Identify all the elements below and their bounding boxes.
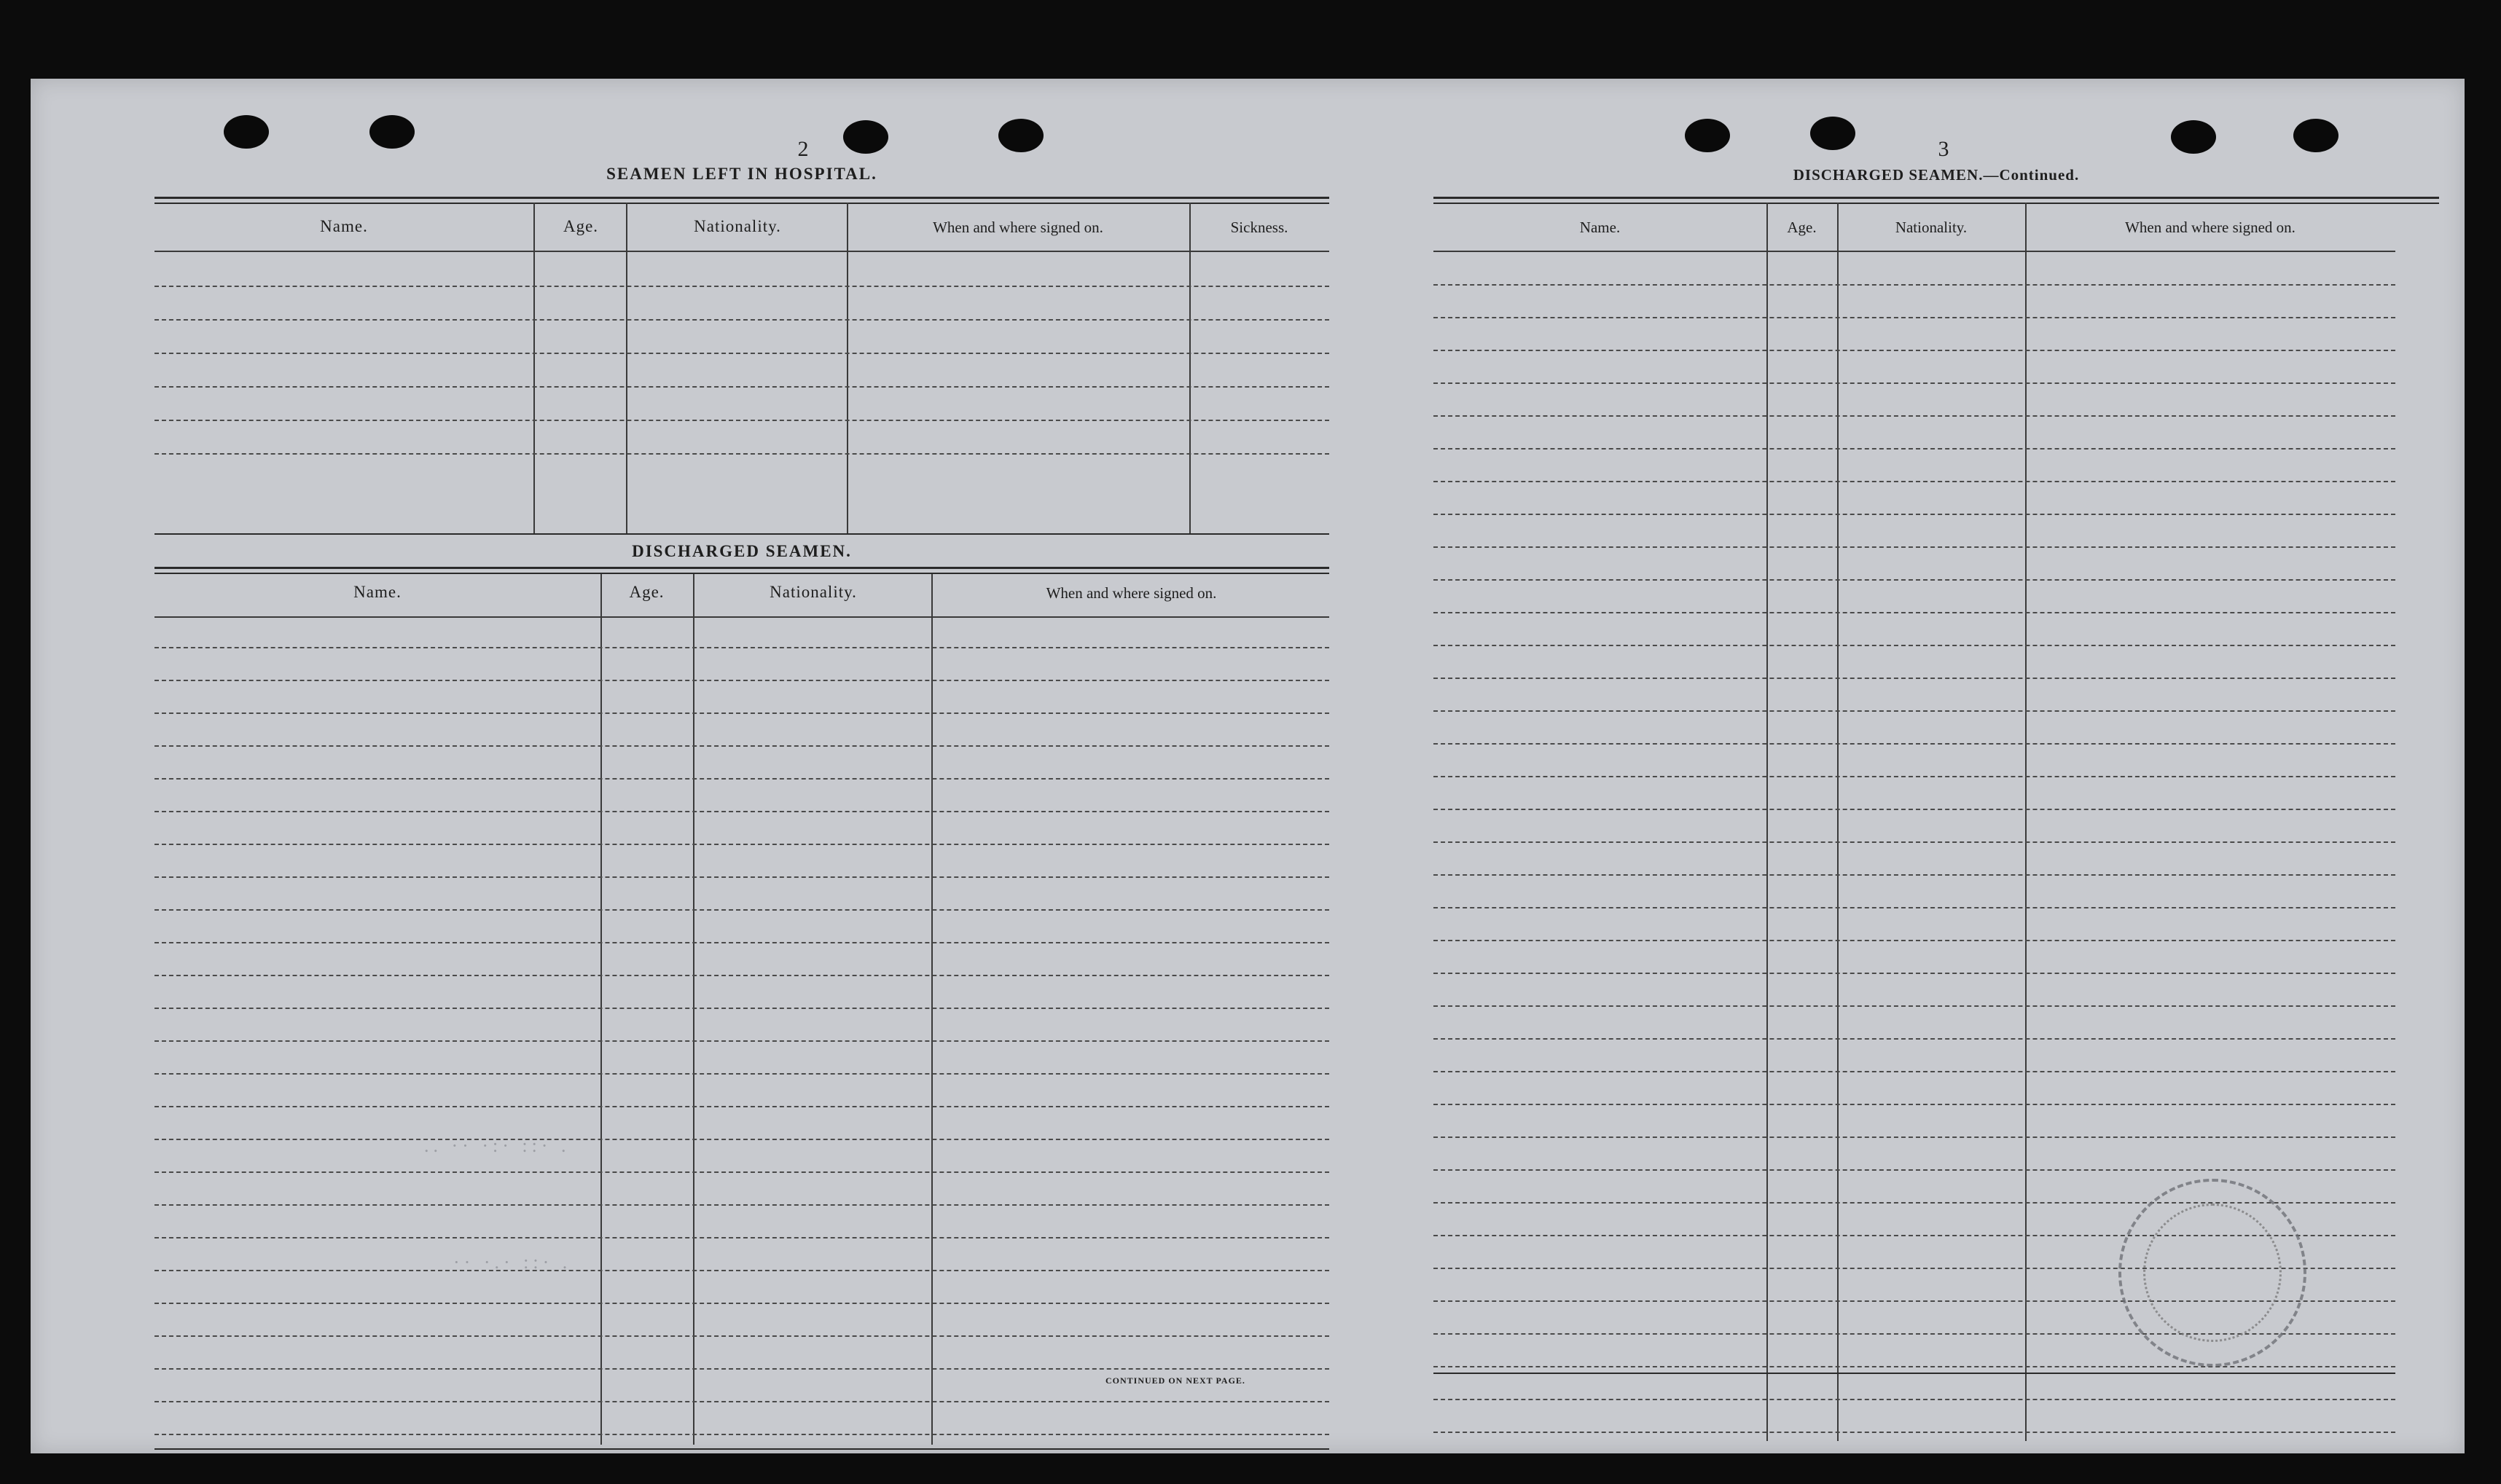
- column-divider: [1766, 203, 1768, 1441]
- header-underline: [154, 251, 1329, 252]
- entry-line: [1433, 776, 2395, 777]
- column-divider: [2025, 203, 2027, 1441]
- entry-line: [154, 680, 1329, 681]
- column-header-age: Age.: [563, 217, 599, 235]
- entry-line: [154, 1368, 1329, 1370]
- column-header-nationality: Nationality.: [1895, 219, 1968, 236]
- entry-line: [1433, 1104, 2395, 1105]
- punch-hole: [998, 119, 1044, 152]
- entry-line: [154, 745, 1329, 747]
- entry-line: [154, 1270, 1329, 1271]
- entry-line: [154, 1237, 1329, 1238]
- column-header-sickness: Sickness.: [1230, 219, 1288, 236]
- section-rule: [154, 533, 1329, 535]
- entry-line: [154, 1303, 1329, 1304]
- column-divider: [533, 203, 535, 533]
- entry-line: [1433, 1432, 2395, 1433]
- entry-line: [154, 453, 1329, 455]
- column-header-age: Age.: [1787, 219, 1817, 236]
- entry-line: [154, 909, 1329, 911]
- discharged-table: [154, 574, 1329, 1448]
- entry-line: [1433, 809, 2395, 810]
- column-divider: [1837, 203, 1839, 1441]
- entry-line: [154, 420, 1329, 421]
- entry-line: [154, 1171, 1329, 1173]
- entry-line: [1433, 1399, 2395, 1400]
- entry-line: [154, 811, 1329, 812]
- entry-line: [154, 1434, 1329, 1435]
- entry-line: [1433, 317, 2395, 318]
- column-header-name: Name.: [320, 217, 368, 235]
- punch-hole: [1685, 119, 1730, 152]
- entry-line: [154, 942, 1329, 943]
- bleed-through-marks: .. ·· ·:· ::· .: [424, 1135, 571, 1156]
- entry-line: [154, 1139, 1329, 1140]
- column-header-age: Age.: [629, 583, 665, 601]
- entry-line: [1433, 874, 2395, 876]
- entry-line: [1433, 743, 2395, 745]
- hospital-table: [154, 203, 1329, 533]
- entry-line: [154, 1040, 1329, 1042]
- entry-line: [154, 1106, 1329, 1107]
- entry-line: [154, 876, 1329, 878]
- entry-line: [1433, 1071, 2395, 1072]
- title-rule: [1433, 197, 2439, 199]
- bottom-rule: [1433, 1373, 2395, 1374]
- circular-stamp: [2118, 1179, 2306, 1367]
- bottom-rule: [154, 1448, 1329, 1450]
- header-underline: [154, 616, 1329, 618]
- continued-note: CONTINUED ON NEXT PAGE.: [1105, 1375, 1245, 1386]
- entry-line: [154, 286, 1329, 287]
- entry-line: [1433, 612, 2395, 613]
- entry-line: [1433, 1005, 2395, 1007]
- entry-line: [1433, 448, 2395, 449]
- entry-line: [154, 1401, 1329, 1402]
- scanned-document: [31, 79, 2465, 1453]
- entry-line: [154, 975, 1329, 976]
- hospital-section-title: SEAMEN LEFT IN HOSPITAL.: [606, 165, 877, 183]
- bleed-through-marks: ·· ·.· ::· .: [453, 1252, 572, 1273]
- entry-line: [154, 844, 1329, 845]
- punch-hole: [843, 120, 888, 154]
- entry-line: [154, 386, 1329, 388]
- punch-hole: [224, 115, 269, 149]
- entry-line: [1433, 1366, 2395, 1367]
- entry-line: [1433, 350, 2395, 351]
- entry-line: [1433, 645, 2395, 646]
- column-header-name: Name.: [353, 583, 402, 601]
- punch-hole: [2171, 120, 2216, 154]
- right-page: [1433, 79, 2439, 1453]
- entry-line: [1433, 382, 2395, 384]
- entry-line: [154, 1008, 1329, 1009]
- title-rule: [154, 197, 1329, 199]
- entry-line: [154, 712, 1329, 714]
- column-header-name: Name.: [1579, 219, 1621, 236]
- entry-line: [1433, 415, 2395, 417]
- entry-line: [1433, 841, 2395, 843]
- column-header-signed-on: When and where signed on.: [2125, 219, 2295, 236]
- column-divider: [600, 574, 602, 1445]
- entry-line: [1433, 973, 2395, 974]
- column-divider: [931, 574, 933, 1445]
- entry-line: [1433, 546, 2395, 548]
- entry-line: [1433, 940, 2395, 941]
- punch-hole: [369, 115, 415, 149]
- column-divider: [626, 203, 627, 533]
- entry-line: [1433, 1136, 2395, 1138]
- page-number: 3: [1938, 137, 1949, 161]
- entry-line: [1433, 1169, 2395, 1171]
- entry-line: [154, 1204, 1329, 1206]
- page-number: 2: [797, 137, 809, 161]
- entry-line: [154, 647, 1329, 648]
- entry-line: [1433, 678, 2395, 679]
- entry-line: [1433, 514, 2395, 515]
- entry-line: [1433, 481, 2395, 482]
- discharged-section-title: DISCHARGED SEAMEN.: [632, 542, 852, 560]
- entry-line: [154, 1335, 1329, 1337]
- entry-line: [154, 353, 1329, 354]
- entry-line: [1433, 907, 2395, 908]
- column-divider: [847, 203, 848, 533]
- column-divider: [1189, 203, 1191, 533]
- entry-line: [1433, 710, 2395, 712]
- column-header-signed-on: When and where signed on.: [933, 219, 1103, 236]
- header-underline: [1433, 251, 2395, 252]
- punch-hole: [1810, 117, 1855, 150]
- title-rule: [154, 567, 1329, 569]
- punch-hole: [2293, 119, 2338, 152]
- column-header-nationality: Nationality.: [694, 217, 781, 235]
- entry-line: [1433, 1038, 2395, 1040]
- entry-line: [1433, 284, 2395, 286]
- discharged-continued-title: DISCHARGED SEAMEN.—Continued.: [1793, 166, 2080, 184]
- entry-line: [154, 1073, 1329, 1075]
- column-header-nationality: Nationality.: [770, 583, 857, 601]
- column-divider: [693, 574, 694, 1445]
- column-header-signed-on: When and where signed on.: [1046, 584, 1217, 602]
- entry-line: [154, 778, 1329, 780]
- entry-line: [1433, 579, 2395, 581]
- entry-line: [154, 319, 1329, 321]
- left-page: [154, 79, 1329, 1453]
